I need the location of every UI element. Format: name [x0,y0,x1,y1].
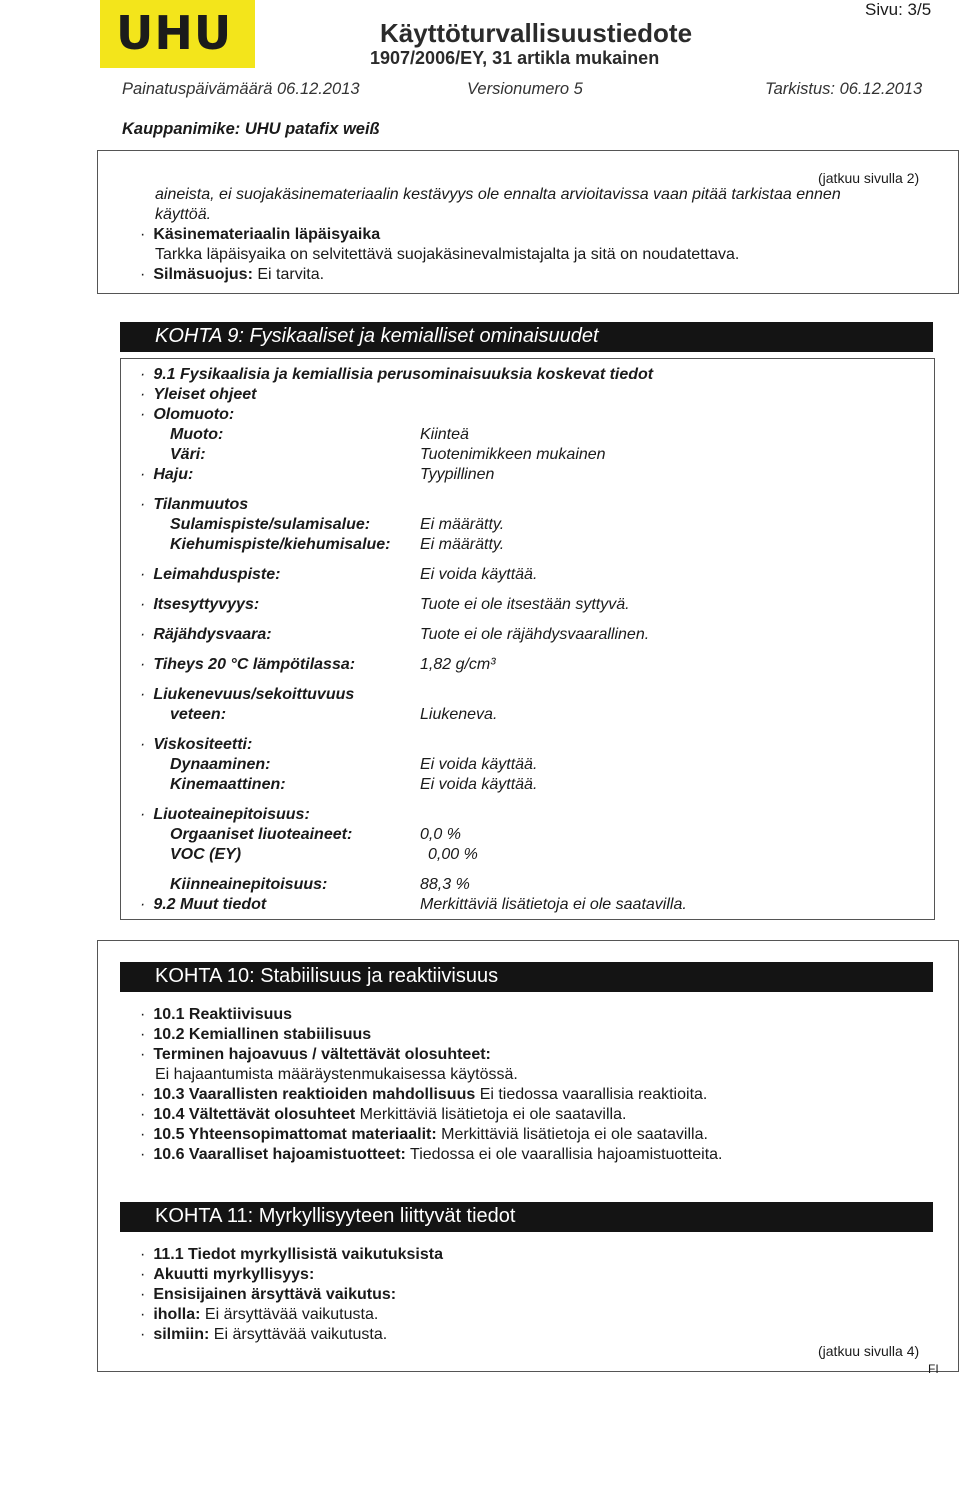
skin-effect: · iholla: Ei ärsyttävää vaikutusta. [140,1306,379,1323]
explosion-label: · Räjähdysvaara: [140,626,272,643]
logo-text: UHU [116,6,233,60]
language-code: FI [928,1362,939,1376]
document-subtitle: 1907/2006/EY, 31 artikla mukainen [370,48,660,68]
continued-to-note: (jatkuu sivulla 4) [818,1343,920,1359]
eye-effect: · silmiin: Ei ärsyttävää vaikutusta. [140,1326,388,1343]
kinematic-label: Kinemaattinen: [170,776,286,793]
color-label: Väri: [170,446,206,463]
trade-name: Kauppanimike: UHU patafix weiß [122,120,380,138]
solids-label: Kiinneainepitoisuus: [170,876,328,893]
eye-protection: · Silmäsuojus: Ei tarvita. [140,266,325,283]
kinematic-value: Ei voida käyttää. [420,776,538,793]
incompatible-materials: · 10.5 Yhteensopimattomat materiaalit: Merkittäviä lisätietoja ei ole saatavilla. [140,1126,708,1143]
reactivity: · 10.1 Reaktiivisuus [140,1006,293,1023]
sub-9-1: · 9.1 Fysikaalisia ja kemiallisia perusominaisuuksia koskevat tiedot [140,366,654,383]
appearance-label: · Olomuoto: [140,406,235,423]
revision-date: Tarkistus: 06.12.2013 [765,80,923,98]
explosion-value: Tuote ei ole räjähdysvaarallinen. [420,626,650,643]
form-value: Kiinteä [420,426,469,443]
melting-value: Ei määrätty. [420,516,505,533]
glove-text-line1: aineista, ei suojakäsinemateriaalin kestävyys ole ennalta arvioitavissa vaan pitää tarkistaa ennen [155,186,841,203]
general-info: · Yleiset ohjeet [140,386,257,403]
page-number: Sivu: 3/5 [865,0,932,19]
color-value: Tuotenimikkeen mukainen [420,446,606,463]
flash-point-label: · Leimahduspiste: [140,566,281,583]
toxic-effects-info: · 11.1 Tiedot myrkyllisistä vaikutuksista [140,1246,443,1263]
glove-permeation-text: Tarkka läpäisyaika on selvitettävä suojakäsinevalmistajalta ja sitä on noudatettava. [155,246,740,263]
flash-point-value: Ei voida käyttää. [420,566,538,583]
organic-solvents-value: 0,0 % [420,826,461,843]
odour-value: Tyypillinen [420,466,495,483]
hazardous-reactions: · 10.3 Vaarallisten reaktioiden mahdollisuus Ei tiedossa vaarallisia reaktioita. [140,1086,708,1103]
voc-value: 0,00 % [428,846,478,863]
version-number: Versionumero 5 [467,80,583,98]
section10-heading: KOHTA 10: Stabiilisuus ja reaktiivisuus [120,962,933,992]
thermal-decomposition-text: Ei hajaantumista määräystenmukaisessa käytössä. [155,1066,518,1083]
acute-toxicity: · Akuutti myrkyllisyys: [140,1266,315,1283]
odour-label: · Haju: [140,466,194,483]
organic-solvents-label: Orgaaniset liuoteaineet: [170,826,353,843]
other-info-label: · 9.2 Muut tiedot [140,896,267,913]
solvent-content-label: · Liuoteainepitoisuus: [140,806,310,823]
section11-heading: KOHTA 11: Myrkyllisyyteen liittyvät tiedot [120,1202,933,1232]
chemical-stability: · 10.2 Kemiallinen stabiilisuus [140,1026,372,1043]
solids-value: 88,3 % [420,876,470,893]
dynamic-value: Ei voida käyttää. [420,756,538,773]
density-label: · Tiheys 20 °C lämpötilassa: [140,656,356,673]
print-date: Painatuspäivämäärä 06.12.2013 [122,80,360,98]
solubility-label: · Liukenevuus/sekoittuvuus [140,686,355,703]
boiling-value: Ei määrätty. [420,536,505,553]
form-label: Muoto: [170,426,224,443]
conditions-to-avoid: · 10.4 Vältettävät olosuhteet Merkittäviä lisätietoja ei ole saatavilla. [140,1106,627,1123]
thermal-decomposition: · Terminen hajoavuus / vältettävät olosuhteet: [140,1046,491,1063]
self-ignition-label: · Itsesyttyvyys: [140,596,260,613]
primary-irritant-effect: · Ensisijainen ärsyttävä vaikutus: [140,1286,397,1303]
glove-permeation-label: · Käsinemateriaalin läpäisyaika [140,226,381,243]
section9-heading: KOHTA 9: Fysikaaliset ja kemialliset ominaisuudet [120,322,933,352]
state-change-label: · Tilanmuutos [140,496,249,513]
density-value: 1,82 g/cm³ [420,656,496,673]
melting-label: Sulamispiste/sulamisalue: [170,516,371,533]
boiling-label: Kiehumispiste/kiehumisalue: [170,536,391,553]
glove-text-line2: käyttöä. [155,206,212,223]
self-ignition-value: Tuote ei ole itsestään syttyvä. [420,596,630,613]
voc-label: VOC (EY) [170,846,242,863]
solubility-value: Liukeneva. [420,706,498,723]
uhu-logo [100,0,255,68]
solubility-water-label: veteen: [170,706,227,723]
document-title: Käyttöturvallisuustiedote [380,18,693,48]
continued-from-note: (jatkuu sivulla 2) [818,170,920,186]
other-info-value: Merkittäviä lisätietoja ei ole saatavilla. [420,896,687,913]
viscosity-label: · Viskositeetti: [140,736,253,753]
decomposition-products: · 10.6 Vaaralliset hajoamistuotteet: Tiedossa ei ole vaarallisia hajoamistuotteita. [140,1146,723,1163]
dynamic-label: Dynaaminen: [170,756,271,773]
